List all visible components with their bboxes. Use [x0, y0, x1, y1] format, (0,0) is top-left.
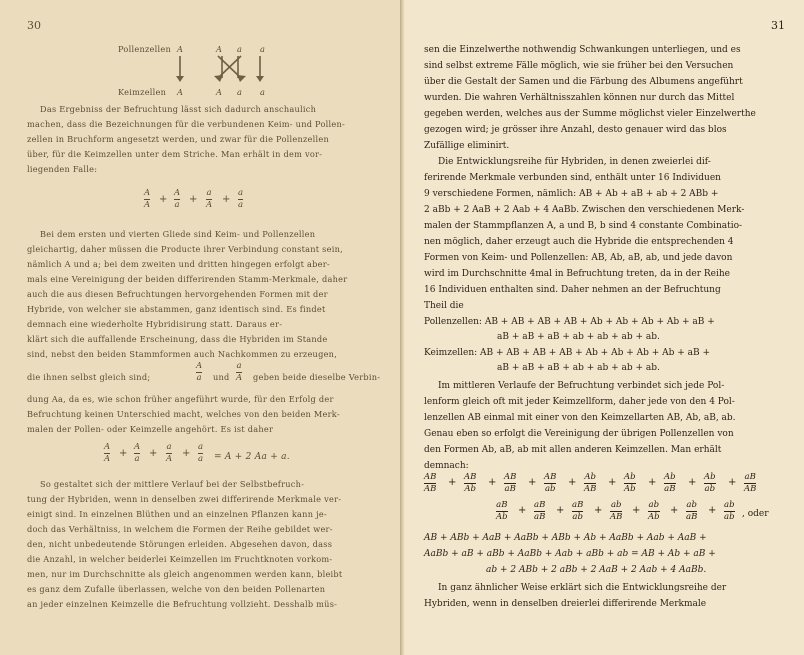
denominator: A: [144, 200, 151, 210]
sum-line: ab + 2 ABb + 2 aBb + 2 AaB + 2 Aab + 4 AaBb.: [486, 565, 707, 575]
numerator: ab: [610, 500, 622, 510]
diagram-top-letter: A: [216, 44, 223, 54]
text-line: Zufällige eliminirt.: [424, 141, 510, 151]
crossing-arrows-icon: [170, 54, 270, 84]
text-line: lenzellen AB einmal mit einer von den Keimzellarten AB, Ab, aB, ab.: [424, 413, 736, 423]
text-segment: , oder: [742, 509, 769, 519]
numerator: A: [144, 188, 151, 198]
plus-sign: +: [632, 505, 641, 516]
plus-sign: +: [568, 477, 577, 488]
text-line: gegeben werden, welches aus der Summe möglichst vieler Einzelwerthe: [424, 109, 756, 119]
pollen-line: aB + aB + aB + ab + ab + ab + ab.: [497, 332, 660, 342]
fraction: [610, 501, 622, 522]
text-line: malen der Stammpflanzen A, a und B, b sind 4 constante Combinatio-: [424, 221, 743, 231]
numerator: AB: [544, 472, 557, 482]
text-line: demnach eine wiederholte Hybridisirung statt. Daraus er-: [27, 319, 283, 329]
text-line: mals eine Vereinigung der beiden differirenden Stamm-Merkmale, daher: [27, 274, 348, 284]
sum-line: AaBb + aB + aBb + AaBb + Aab + aBb + ab = AB + Ab + aB +: [424, 549, 716, 559]
denominator: A: [166, 454, 173, 464]
text-line: wird im Durchschnitte 4mal in Befruchtung treten, da in der Reihe: [424, 269, 731, 279]
denominator: Ab: [624, 484, 636, 494]
text-line: 16 Individuen enthalten sind. Daher nehmen an der Befruchtung: [424, 285, 721, 295]
numerator: AB: [504, 472, 517, 482]
denominator: Ab: [648, 512, 660, 522]
text-line: klärt sich die auffallende Erscheinung, dass die Hybriden im Stande: [27, 334, 328, 344]
denominator: aB: [686, 512, 698, 522]
diagram-top-letter: A: [177, 44, 184, 54]
text-line: men, nur im Durchschnitte als gleich angenommen werden kann, bleibt: [27, 569, 343, 579]
plus-sign: +: [594, 505, 603, 516]
text-line: den Formen Ab, aB, ab mit allen anderen Keimzellen. Man erhält: [424, 445, 722, 455]
text-line: Bei dem ersten und vierten Gliede sind Keim- und Pollenzellen: [40, 229, 316, 239]
denominator: Ab: [496, 512, 508, 522]
fraction: [704, 473, 716, 494]
text-line: Hybride, von welcher sie abstammen, ganz identisch sind. Es findet: [27, 304, 326, 314]
fraction: [144, 189, 150, 210]
text-line: demnach:: [424, 461, 469, 471]
denominator: ab: [704, 484, 716, 494]
denominator: ab: [724, 512, 735, 522]
text-line: Das Ergebniss der Befruchtung lässt sich dadurch anschaulich: [40, 104, 317, 114]
text-line: es ganz dem Zufalle überlassen, welche von den beiden Pollenarten: [27, 584, 326, 594]
text-line: 2 aBb + 2 AaB + 2 Aab + 4 AaBb. Zwischen den verschiedenen Merk-: [424, 205, 745, 215]
plus-sign: +: [528, 477, 537, 488]
fraction: [236, 362, 242, 383]
fraction: [744, 473, 756, 494]
plus-sign: +: [149, 448, 158, 459]
right-page: [404, 0, 804, 655]
keim-line: aB + aB + aB + ab + ab + ab + ab.: [497, 363, 660, 373]
plus-sign: +: [708, 505, 717, 516]
fraction: [504, 473, 516, 494]
numerator: A: [134, 442, 141, 452]
numerator: Ab: [704, 472, 716, 482]
text-line: über, für die Keimzellen unter dem Striche. Man erhält in dem vor-: [27, 149, 323, 159]
sum-line: AB + ABb + AaB + AaBb + ABb + Ab + AaBb + Aab + AaB +: [424, 533, 707, 543]
diagram-top-label: Pollenzellen: [118, 44, 171, 54]
text-segment: die ihnen selbst gleich sind;: [27, 372, 151, 382]
numerator: a: [236, 361, 242, 371]
text-line: sind, nebst den beiden Stammformen auch Nachkommen zu erzeugen,: [27, 349, 338, 359]
denominator: A: [104, 454, 111, 464]
denominator: ab: [572, 512, 583, 522]
text-line: gleichartig, daher müssen die Producte ihrer Verbindung constant sein,: [27, 244, 343, 254]
fraction: [686, 501, 697, 522]
fraction: [496, 501, 508, 522]
numerator: a: [198, 442, 204, 452]
text-line: machen, dass die Bezeichnungen für die verbundenen Keim- und Pollen-: [27, 119, 346, 129]
fraction: [648, 501, 660, 522]
plus-sign: +: [608, 477, 617, 488]
text-line: nämlich A und a; bei dem zweiten und dritten hingegen erfolgt aber-: [27, 259, 330, 269]
fraction: [624, 473, 636, 494]
keim-line: Keimzellen: AB + AB + AB + AB + Ab + Ab + Ab + Ab + aB +: [424, 348, 711, 358]
denominator: ab: [544, 484, 556, 494]
plus-sign: +: [119, 448, 128, 459]
left-page: [0, 0, 400, 655]
text-line: nen möglich, daher erzeugt auch die Hybride die entsprechenden 4: [424, 237, 734, 247]
plus-sign: +: [556, 505, 565, 516]
text-line: über die Gestalt der Samen und die Färbung des Albumens angeführt: [424, 77, 743, 87]
numerator: Ab: [624, 472, 636, 482]
text-line: sind selbst extreme Fälle möglich, wie sie früher bei den Versuchen: [424, 61, 734, 71]
text-line: lenform gleich oft mit jeder Keimzellform, daher jede von den 4 Pol-: [424, 397, 735, 407]
text-line: Befruchtung keinen Unterschied macht, welches von den beiden Merk-: [27, 409, 340, 419]
numerator: aB: [534, 500, 546, 510]
plus-sign: +: [448, 477, 457, 488]
fraction: [196, 362, 202, 383]
plus-sign: +: [222, 194, 231, 205]
fraction: [424, 473, 436, 494]
numerator: Ab: [584, 472, 596, 482]
numerator: AB: [464, 472, 477, 482]
text-line: Genau eben so erfolgt die Vereinigung der übrigen Pollenzellen von: [424, 429, 734, 439]
diagram-top-letter: a: [260, 44, 266, 54]
equation-result: = A + 2 Aa + a.: [214, 452, 290, 462]
fraction: [134, 443, 140, 464]
denominator: AB: [584, 484, 597, 494]
numerator: ab: [648, 500, 660, 510]
text-line: malen der Pollen- oder Keimzelle angehört. Es ist daher: [27, 424, 274, 434]
plus-sign: +: [670, 505, 679, 516]
fraction: [664, 473, 676, 494]
text-line: So gestaltet sich der mittlere Verlauf bei der Selbstbefruch-: [40, 479, 305, 489]
fraction: [544, 473, 556, 494]
plus-sign: +: [728, 477, 737, 488]
numerator: A: [196, 361, 203, 371]
plus-sign: +: [688, 477, 697, 488]
text-line: einigt sind. In einzelnen Blüthen und an einzelnen Pflanzen kann je-: [27, 509, 327, 519]
fraction: [206, 189, 212, 210]
denominator: AB: [610, 512, 623, 522]
text-line: Die Entwicklungsreihe für Hybriden, in denen zweierlei dif-: [438, 157, 711, 167]
denominator: a: [174, 200, 180, 210]
text-line: tung der Hybriden, wenn in denselben zwei differirende Merkmale ver-: [27, 494, 342, 504]
text-line: zellen in Bruchform angesetzt werden, und zwar für die Pollenzellen: [27, 134, 329, 144]
plus-sign: +: [648, 477, 657, 488]
fraction: [198, 443, 203, 464]
text-line: auch die aus diesen Befruchtungen hervorgehenden Formen mit der: [27, 289, 328, 299]
plus-sign: +: [518, 505, 527, 516]
denominator: Ab: [464, 484, 476, 494]
diagram-bottom-letter: A: [177, 87, 184, 97]
numerator: aB: [744, 472, 756, 482]
diagram-bottom-letter: a: [260, 87, 266, 97]
diagram-bottom-label: Keimzellen: [118, 87, 167, 97]
numerator: aB: [572, 500, 584, 510]
text-line: ferirende Merkmale verbunden sind, enthält unter 16 Individuen: [424, 173, 721, 183]
denominator: AB: [424, 484, 437, 494]
left-page-number: 30: [27, 19, 41, 32]
numerator: AB: [424, 472, 437, 482]
text-line: wurden. Die wahren Verhältnisszahlen können nur durch das Mittel: [424, 93, 735, 103]
text-line: die Anzahl, in welcher beiderlei Keimzellen im Fruchtknoten vorkom-: [27, 554, 333, 564]
numerator: A: [174, 188, 181, 198]
text-line: Theil die: [424, 301, 464, 311]
text-line: Im mittleren Verlaufe der Befruchtung verbindet sich jede Pol-: [438, 381, 725, 391]
fraction: [572, 501, 583, 522]
text-segment: geben beide dieselbe Verbin-: [253, 372, 381, 382]
text-line: sen die Einzelwerthe nothwendig Schwankungen unterliegen, und es: [424, 45, 741, 55]
numerator: a: [206, 188, 212, 198]
numerator: ab: [686, 500, 697, 510]
denominator: aB: [504, 484, 516, 494]
text-segment: und: [213, 372, 230, 382]
numerator: Ab: [664, 472, 676, 482]
denominator: a: [196, 373, 202, 383]
numerator: ab: [724, 500, 735, 510]
numerator: A: [104, 442, 111, 452]
plus-sign: +: [189, 194, 198, 205]
fraction: [724, 501, 735, 522]
pollen-line: Pollenzellen: AB + AB + AB + AB + Ab + Ab + Ab + Ab + aB +: [424, 317, 715, 327]
denominator: a: [134, 454, 140, 464]
text-line: 9 verschiedene Formen, nämlich: AB + Ab + aB + ab + 2 ABb +: [424, 189, 719, 199]
denominator: a: [198, 454, 204, 464]
fraction: [238, 189, 243, 210]
diagram-bottom-letter: a: [237, 87, 243, 97]
fraction: [166, 443, 172, 464]
denominator: A: [206, 200, 213, 210]
right-page-number: 31: [771, 19, 785, 32]
numerator: aB: [496, 500, 508, 510]
diagram-top-letter: a: [237, 44, 243, 54]
text-line: In ganz ähnlicher Weise erklärt sich die Entwicklungsreihe der: [438, 583, 727, 593]
text-line: liegenden Falle:: [27, 164, 98, 174]
text-line: Formen von Keim- und Pollenzellen: AB, Ab, aB, ab, und jede davon: [424, 253, 733, 263]
denominator: A: [236, 373, 243, 383]
text-line: Hybriden, wenn in denselben dreierlei differirende Merkmale: [424, 599, 707, 609]
plus-sign: +: [182, 448, 191, 459]
numerator: a: [238, 188, 244, 198]
denominator: aB: [534, 512, 546, 522]
plus-sign: +: [488, 477, 497, 488]
fraction: [464, 473, 476, 494]
fraction: [104, 443, 110, 464]
text-line: den, nicht unbedeutende Störungen erleiden. Abgesehen davon, dass: [27, 539, 333, 549]
text-line: doch das Verhältniss, in welchem die Formen der Reihe gebildet wer-: [27, 524, 333, 534]
denominator: aB: [664, 484, 676, 494]
denominator: AB: [744, 484, 757, 494]
text-line: dung Aa, da es, wie schon früher angeführt wurde, für den Erfolg der: [27, 394, 334, 404]
plus-sign: +: [159, 194, 168, 205]
diagram-bottom-letter: A: [216, 87, 223, 97]
fraction: [534, 501, 545, 522]
fraction: [174, 189, 180, 210]
text-line: gezogen wird; je grösser ihre Anzahl, desto genauer wird das blos: [424, 125, 727, 135]
numerator: a: [166, 442, 172, 452]
text-line: an jeder einzelnen Keimzelle die Befruchtung vollzieht. Desshalb müs-: [27, 599, 338, 609]
denominator: a: [238, 200, 244, 210]
fraction: [584, 473, 596, 494]
